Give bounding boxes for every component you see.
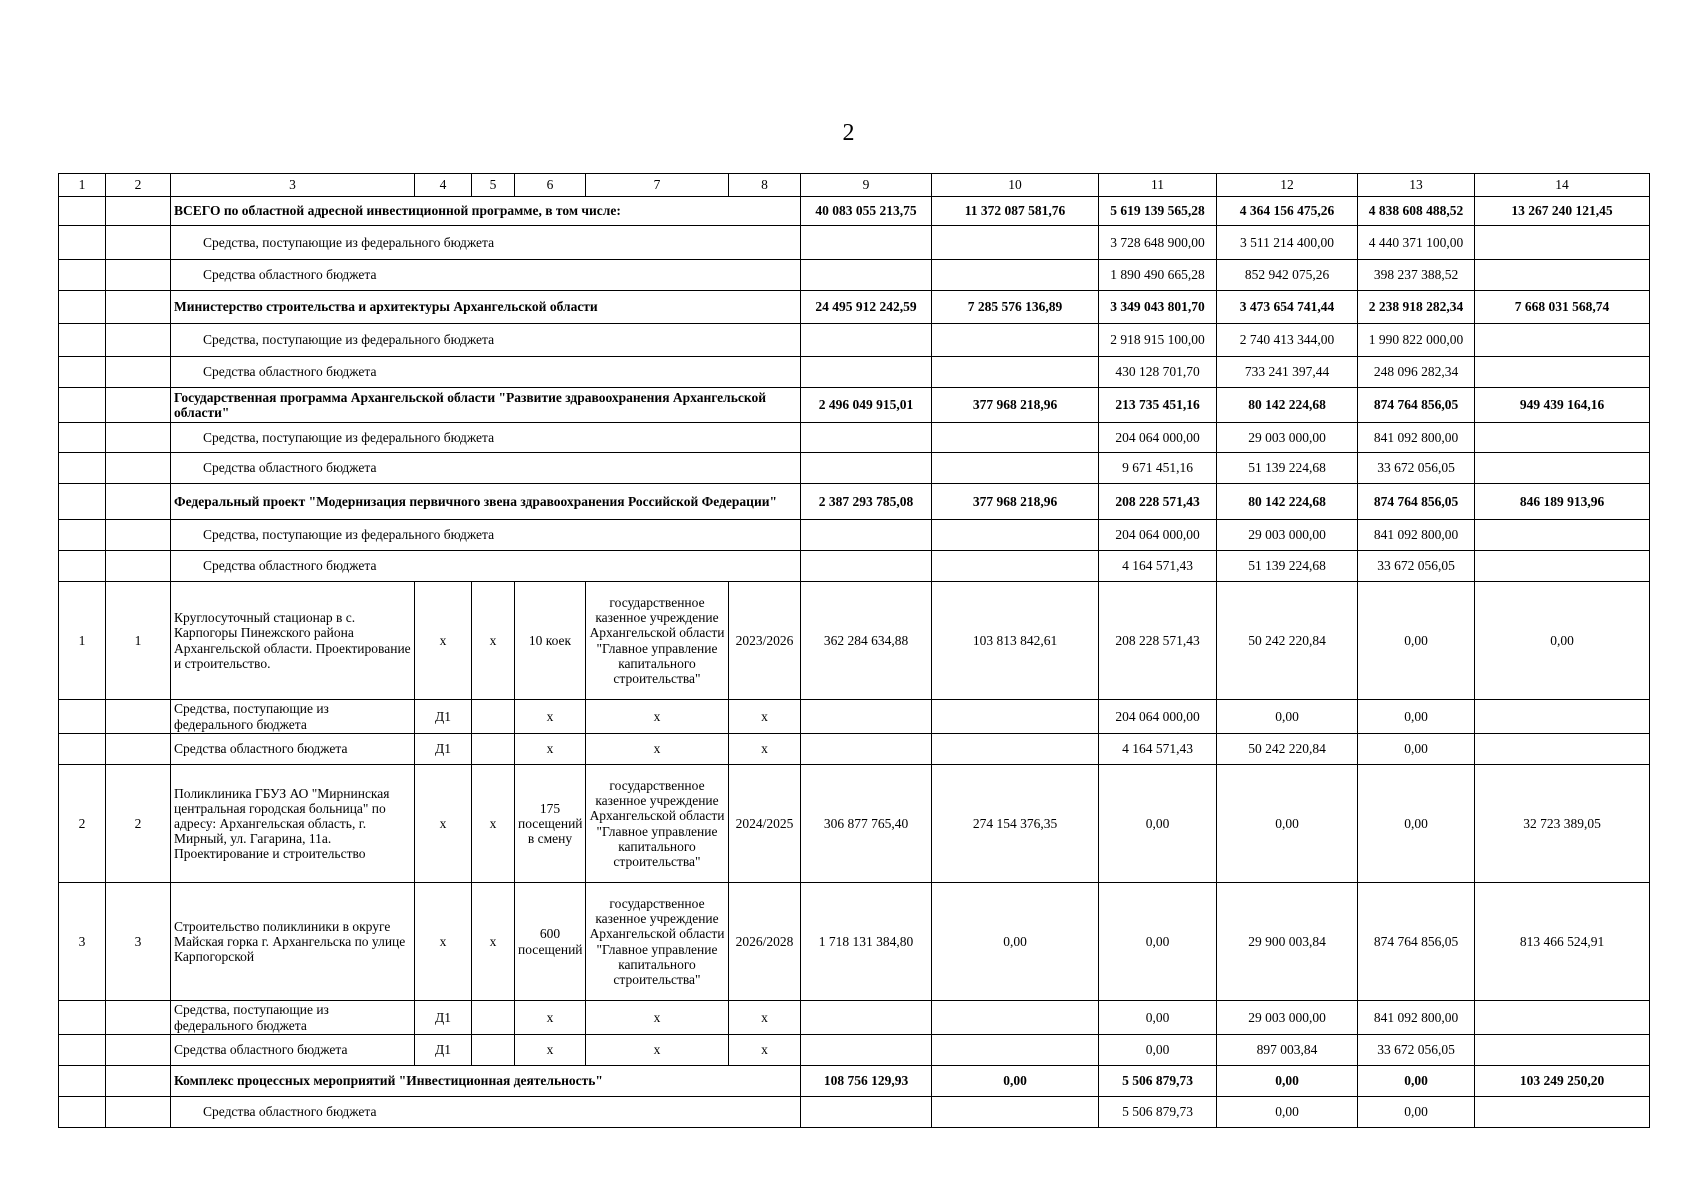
value-cell bbox=[801, 423, 932, 453]
value-cell bbox=[932, 357, 1099, 388]
value-cell: 2 238 918 282,34 bbox=[1358, 291, 1475, 324]
table-row bbox=[59, 484, 1650, 520]
value-cell: 2 496 049 915,01 bbox=[801, 388, 932, 423]
value-cell bbox=[801, 1097, 932, 1128]
empty-cell bbox=[59, 1001, 106, 1035]
value-cell: 0,00 bbox=[1358, 765, 1475, 883]
row-number: 2 bbox=[59, 765, 106, 883]
column-number-cell: 14 bbox=[1475, 174, 1650, 197]
funding-source-label: Средства, поступающие из федерального бюджета bbox=[171, 423, 801, 453]
value-cell: 33 672 056,05 bbox=[1358, 453, 1475, 484]
table-row bbox=[59, 197, 1650, 226]
column-number-cell: 11 bbox=[1099, 174, 1217, 197]
value-cell: 362 284 634,88 bbox=[801, 582, 932, 700]
empty-cell bbox=[59, 1066, 106, 1097]
table-cell: х bbox=[586, 734, 729, 765]
table-cell: х bbox=[729, 700, 801, 734]
empty-cell bbox=[106, 700, 171, 734]
empty-cell bbox=[106, 1066, 171, 1097]
empty-cell bbox=[801, 1035, 932, 1066]
value-cell: 874 764 856,05 bbox=[1358, 883, 1475, 1001]
funding-source-label: Средства областного бюджета bbox=[171, 1035, 415, 1066]
column-number-cell: 1 bbox=[59, 174, 106, 197]
value-cell: 103 249 250,20 bbox=[1475, 1066, 1650, 1097]
value-cell: 846 189 913,96 bbox=[1475, 484, 1650, 520]
value-cell: 1 718 131 384,80 bbox=[801, 883, 932, 1001]
empty-cell bbox=[106, 197, 171, 226]
value-cell: 248 096 282,34 bbox=[1358, 357, 1475, 388]
table-cell: х bbox=[586, 700, 729, 734]
value-cell bbox=[801, 357, 932, 388]
customer-cell: государственное казенное учреждение Архангельской области "Главное управление капитального строительства" bbox=[586, 883, 729, 1001]
value-cell: 306 877 765,40 bbox=[801, 765, 932, 883]
value-cell: 0,00 bbox=[1217, 700, 1358, 734]
value-cell: 2 387 293 785,08 bbox=[801, 484, 932, 520]
customer-cell: государственное казенное учреждение Архангельской области "Главное управление капитального строительства" bbox=[586, 582, 729, 700]
table-row bbox=[59, 1066, 1650, 1097]
value-cell bbox=[932, 226, 1099, 260]
table-row bbox=[59, 520, 1650, 551]
table-row bbox=[59, 423, 1650, 453]
value-cell bbox=[1475, 1035, 1650, 1066]
value-cell: 204 064 000,00 bbox=[1099, 520, 1217, 551]
value-cell: 204 064 000,00 bbox=[1099, 423, 1217, 453]
table-row bbox=[59, 734, 1650, 765]
value-cell: 9 671 451,16 bbox=[1099, 453, 1217, 484]
empty-cell bbox=[801, 700, 932, 734]
empty-cell bbox=[106, 423, 171, 453]
value-cell: 4 838 608 488,52 bbox=[1358, 197, 1475, 226]
section-title: Федеральный проект "Модернизация первичного звена здравоохранения Российской Федерации" bbox=[171, 484, 801, 520]
value-cell: 2 740 413 344,00 bbox=[1217, 324, 1358, 357]
value-cell: 103 813 842,61 bbox=[932, 582, 1099, 700]
table-row bbox=[59, 700, 1650, 734]
empty-cell bbox=[932, 1035, 1099, 1066]
period-cell: 2024/2025 bbox=[729, 765, 801, 883]
table-cell: х bbox=[472, 765, 515, 883]
value-cell: 7 285 576 136,89 bbox=[932, 291, 1099, 324]
column-number-row bbox=[59, 174, 1650, 197]
table-cell: х bbox=[515, 1035, 586, 1066]
empty-cell bbox=[801, 734, 932, 765]
table-row bbox=[59, 1001, 1650, 1035]
table-cell: Д1 bbox=[415, 1001, 472, 1035]
value-cell bbox=[932, 551, 1099, 582]
table-cell: Д1 bbox=[415, 1035, 472, 1066]
empty-cell bbox=[59, 700, 106, 734]
value-cell: 3 349 043 801,70 bbox=[1099, 291, 1217, 324]
value-cell: 51 139 224,68 bbox=[1217, 551, 1358, 582]
table-cell: х bbox=[472, 883, 515, 1001]
value-cell bbox=[932, 1097, 1099, 1128]
page-number: 2 bbox=[842, 120, 855, 146]
empty-cell bbox=[932, 734, 1099, 765]
table-row bbox=[59, 260, 1650, 291]
value-cell: 1 990 822 000,00 bbox=[1358, 324, 1475, 357]
value-cell: 0,00 bbox=[1358, 1097, 1475, 1128]
value-cell: 33 672 056,05 bbox=[1358, 1035, 1475, 1066]
funding-source-label: Средства областного бюджета bbox=[171, 734, 415, 765]
value-cell: 377 968 218,96 bbox=[932, 484, 1099, 520]
value-cell: 949 439 164,16 bbox=[1475, 388, 1650, 423]
table-row bbox=[59, 291, 1650, 324]
empty-cell bbox=[106, 453, 171, 484]
funding-source-label: Средства, поступающие из федерального бюджета bbox=[171, 520, 801, 551]
table-cell: х bbox=[415, 883, 472, 1001]
value-cell: 274 154 376,35 bbox=[932, 765, 1099, 883]
value-cell: 398 237 388,52 bbox=[1358, 260, 1475, 291]
value-cell: 0,00 bbox=[1475, 582, 1650, 700]
value-cell: 0,00 bbox=[1358, 700, 1475, 734]
period-cell: 2026/2028 bbox=[729, 883, 801, 1001]
empty-cell bbox=[59, 357, 106, 388]
section-title: Государственная программа Архангельской области "Развитие здравоохранения Архангельской области" bbox=[171, 388, 801, 423]
value-cell: 29 003 000,00 bbox=[1217, 520, 1358, 551]
table-cell: х bbox=[415, 582, 472, 700]
value-cell: 4 364 156 475,26 bbox=[1217, 197, 1358, 226]
value-cell bbox=[1475, 324, 1650, 357]
funding-source-label: Средства областного бюджета bbox=[171, 357, 801, 388]
table-cell bbox=[472, 700, 515, 734]
value-cell: 0,00 bbox=[1099, 883, 1217, 1001]
value-cell: 13 267 240 121,45 bbox=[1475, 197, 1650, 226]
table-cell: х bbox=[515, 1001, 586, 1035]
value-cell: 3 473 654 741,44 bbox=[1217, 291, 1358, 324]
value-cell bbox=[1475, 1097, 1650, 1128]
value-cell bbox=[932, 520, 1099, 551]
table-cell bbox=[472, 734, 515, 765]
value-cell: 4 164 571,43 bbox=[1099, 734, 1217, 765]
value-cell: 733 241 397,44 bbox=[1217, 357, 1358, 388]
empty-cell bbox=[59, 197, 106, 226]
table-body bbox=[59, 174, 1650, 1128]
column-number-cell: 2 bbox=[106, 174, 171, 197]
empty-cell bbox=[59, 423, 106, 453]
value-cell bbox=[801, 260, 932, 291]
table-cell: х bbox=[586, 1001, 729, 1035]
value-cell: 377 968 218,96 bbox=[932, 388, 1099, 423]
row-number: 1 bbox=[106, 582, 171, 700]
value-cell: 0,00 bbox=[1358, 734, 1475, 765]
value-cell: 208 228 571,43 bbox=[1099, 582, 1217, 700]
table-row bbox=[59, 388, 1650, 423]
value-cell: 5 619 139 565,28 bbox=[1099, 197, 1217, 226]
empty-cell bbox=[59, 484, 106, 520]
table-cell: х bbox=[729, 1035, 801, 1066]
empty-cell bbox=[106, 1001, 171, 1035]
table-row bbox=[59, 357, 1650, 388]
value-cell bbox=[1475, 734, 1650, 765]
capacity-cell: 175 посещений в смену bbox=[515, 765, 586, 883]
empty-cell bbox=[59, 1035, 106, 1066]
column-number-cell: 3 bbox=[171, 174, 415, 197]
value-cell: 0,00 bbox=[1358, 582, 1475, 700]
funding-source-label: Средства, поступающие из федерального бюджета bbox=[171, 324, 801, 357]
funding-source-label: Средства областного бюджета bbox=[171, 551, 801, 582]
value-cell bbox=[932, 453, 1099, 484]
empty-cell bbox=[59, 291, 106, 324]
capacity-cell: 10 коек bbox=[515, 582, 586, 700]
empty-cell bbox=[106, 484, 171, 520]
value-cell: 0,00 bbox=[932, 1066, 1099, 1097]
value-cell: 0,00 bbox=[1099, 1035, 1217, 1066]
table-cell: х bbox=[415, 765, 472, 883]
value-cell: 29 900 003,84 bbox=[1217, 883, 1358, 1001]
row-number: 3 bbox=[106, 883, 171, 1001]
value-cell: 208 228 571,43 bbox=[1099, 484, 1217, 520]
customer-cell: государственное казенное учреждение Архангельской области "Главное управление капитального строительства" bbox=[586, 765, 729, 883]
value-cell bbox=[801, 324, 932, 357]
value-cell: 24 495 912 242,59 bbox=[801, 291, 932, 324]
value-cell: 4 440 371 100,00 bbox=[1358, 226, 1475, 260]
table-row bbox=[59, 1097, 1650, 1128]
value-cell bbox=[932, 260, 1099, 291]
table-cell: х bbox=[729, 1001, 801, 1035]
empty-cell bbox=[801, 1001, 932, 1035]
empty-cell bbox=[106, 357, 171, 388]
empty-cell bbox=[106, 324, 171, 357]
value-cell: 32 723 389,05 bbox=[1475, 765, 1650, 883]
table-cell bbox=[472, 1035, 515, 1066]
empty-cell bbox=[59, 453, 106, 484]
value-cell: 2 918 915 100,00 bbox=[1099, 324, 1217, 357]
object-name: Поликлиника ГБУЗ АО "Мирнинская центральная городская больница" по адресу: Архангельская область, г. Мирный, ул. Гагарина, 11а. Проектирование и строительство bbox=[171, 765, 415, 883]
value-cell: 213 735 451,16 bbox=[1099, 388, 1217, 423]
value-cell bbox=[801, 551, 932, 582]
value-cell: 0,00 bbox=[1099, 1001, 1217, 1035]
funding-source-label: Средства областного бюджета bbox=[171, 453, 801, 484]
value-cell: 7 668 031 568,74 bbox=[1475, 291, 1650, 324]
table-cell: х bbox=[515, 700, 586, 734]
empty-cell bbox=[106, 226, 171, 260]
column-number-cell: 4 bbox=[415, 174, 472, 197]
value-cell bbox=[1475, 453, 1650, 484]
table-cell: х bbox=[515, 734, 586, 765]
value-cell bbox=[1475, 357, 1650, 388]
value-cell bbox=[1475, 1001, 1650, 1035]
funding-source-label: Средства, поступающие из федерального бюджета bbox=[171, 700, 415, 734]
investment-program-table bbox=[58, 173, 1650, 1128]
table-row bbox=[59, 453, 1650, 484]
column-number-cell: 5 bbox=[472, 174, 515, 197]
value-cell: 841 092 800,00 bbox=[1358, 520, 1475, 551]
row-number: 2 bbox=[106, 765, 171, 883]
column-number-cell: 12 bbox=[1217, 174, 1358, 197]
empty-cell bbox=[59, 551, 106, 582]
table-cell: х bbox=[586, 1035, 729, 1066]
value-cell: 5 506 879,73 bbox=[1099, 1066, 1217, 1097]
value-cell: 4 164 571,43 bbox=[1099, 551, 1217, 582]
empty-cell bbox=[59, 1097, 106, 1128]
value-cell bbox=[1475, 226, 1650, 260]
value-cell: 29 003 000,00 bbox=[1217, 1001, 1358, 1035]
object-name: Круглосуточный стационар в с. Карпогоры Пинежского района Архангельской области. Проектирование и строительство. bbox=[171, 582, 415, 700]
column-number-cell: 6 bbox=[515, 174, 586, 197]
value-cell bbox=[1475, 700, 1650, 734]
value-cell: 841 092 800,00 bbox=[1358, 423, 1475, 453]
value-cell: 5 506 879,73 bbox=[1099, 1097, 1217, 1128]
section-title: Комплекс процессных мероприятий "Инвестиционная деятельность" bbox=[171, 1066, 801, 1097]
value-cell bbox=[801, 520, 932, 551]
capacity-cell: 600 посещений bbox=[515, 883, 586, 1001]
value-cell bbox=[1475, 551, 1650, 582]
value-cell: 430 128 701,70 bbox=[1099, 357, 1217, 388]
value-cell: 80 142 224,68 bbox=[1217, 388, 1358, 423]
value-cell bbox=[932, 423, 1099, 453]
value-cell: 51 139 224,68 bbox=[1217, 453, 1358, 484]
value-cell: 897 003,84 bbox=[1217, 1035, 1358, 1066]
empty-cell bbox=[106, 388, 171, 423]
section-title: ВСЕГО по областной адресной инвестиционной программе, в том числе: bbox=[171, 197, 801, 226]
row-number: 3 bbox=[59, 883, 106, 1001]
value-cell bbox=[1475, 260, 1650, 291]
value-cell: 29 003 000,00 bbox=[1217, 423, 1358, 453]
empty-cell bbox=[932, 700, 1099, 734]
empty-cell bbox=[106, 260, 171, 291]
value-cell: 33 672 056,05 bbox=[1358, 551, 1475, 582]
value-cell: 0,00 bbox=[1099, 765, 1217, 883]
value-cell: 852 942 075,26 bbox=[1217, 260, 1358, 291]
value-cell: 108 756 129,93 bbox=[801, 1066, 932, 1097]
value-cell bbox=[1475, 520, 1650, 551]
value-cell: 0,00 bbox=[1217, 1066, 1358, 1097]
empty-cell bbox=[106, 520, 171, 551]
column-number-cell: 13 bbox=[1358, 174, 1475, 197]
value-cell: 0,00 bbox=[1217, 1097, 1358, 1128]
value-cell: 0,00 bbox=[1217, 765, 1358, 883]
table-row bbox=[59, 551, 1650, 582]
empty-cell bbox=[106, 1097, 171, 1128]
value-cell: 3 511 214 400,00 bbox=[1217, 226, 1358, 260]
value-cell bbox=[801, 453, 932, 484]
empty-cell bbox=[59, 734, 106, 765]
table-row bbox=[59, 883, 1650, 1001]
empty-cell bbox=[106, 551, 171, 582]
table-cell bbox=[472, 1001, 515, 1035]
empty-cell bbox=[59, 520, 106, 551]
value-cell bbox=[1475, 423, 1650, 453]
value-cell: 874 764 856,05 bbox=[1358, 484, 1475, 520]
empty-cell bbox=[59, 226, 106, 260]
funding-source-label: Средства областного бюджета bbox=[171, 260, 801, 291]
column-number-cell: 7 bbox=[586, 174, 729, 197]
value-cell: 11 372 087 581,76 bbox=[932, 197, 1099, 226]
value-cell bbox=[801, 226, 932, 260]
value-cell: 80 142 224,68 bbox=[1217, 484, 1358, 520]
empty-cell bbox=[106, 734, 171, 765]
table-row bbox=[59, 1035, 1650, 1066]
column-number-cell: 8 bbox=[729, 174, 801, 197]
value-cell bbox=[932, 324, 1099, 357]
empty-cell bbox=[106, 291, 171, 324]
value-cell: 50 242 220,84 bbox=[1217, 582, 1358, 700]
value-cell: 0,00 bbox=[1358, 1066, 1475, 1097]
value-cell: 3 728 648 900,00 bbox=[1099, 226, 1217, 260]
empty-cell bbox=[106, 1035, 171, 1066]
empty-cell bbox=[932, 1001, 1099, 1035]
value-cell: 813 466 524,91 bbox=[1475, 883, 1650, 1001]
table-row bbox=[59, 226, 1650, 260]
funding-source-label: Средства, поступающие из федерального бюджета bbox=[171, 226, 801, 260]
table-row bbox=[59, 582, 1650, 700]
value-cell: 50 242 220,84 bbox=[1217, 734, 1358, 765]
object-name: Строительство поликлиники в округе Майская горка г. Архангельска по улице Карпогорской bbox=[171, 883, 415, 1001]
value-cell: 841 092 800,00 bbox=[1358, 1001, 1475, 1035]
value-cell: 1 890 490 665,28 bbox=[1099, 260, 1217, 291]
empty-cell bbox=[59, 324, 106, 357]
empty-cell bbox=[59, 388, 106, 423]
table-cell: х bbox=[729, 734, 801, 765]
value-cell: 874 764 856,05 bbox=[1358, 388, 1475, 423]
value-cell: 0,00 bbox=[932, 883, 1099, 1001]
empty-cell bbox=[59, 260, 106, 291]
row-number: 1 bbox=[59, 582, 106, 700]
table-row bbox=[59, 324, 1650, 357]
value-cell: 40 083 055 213,75 bbox=[801, 197, 932, 226]
column-number-cell: 10 bbox=[932, 174, 1099, 197]
section-title: Министерство строительства и архитектуры Архангельской области bbox=[171, 291, 801, 324]
funding-source-label: Средства областного бюджета bbox=[171, 1097, 801, 1128]
table-cell: Д1 bbox=[415, 734, 472, 765]
table-cell: х bbox=[472, 582, 515, 700]
funding-source-label: Средства, поступающие из федерального бюджета bbox=[171, 1001, 415, 1035]
table-cell: Д1 bbox=[415, 700, 472, 734]
column-number-cell: 9 bbox=[801, 174, 932, 197]
value-cell: 204 064 000,00 bbox=[1099, 700, 1217, 734]
table-row bbox=[59, 765, 1650, 883]
period-cell: 2023/2026 bbox=[729, 582, 801, 700]
